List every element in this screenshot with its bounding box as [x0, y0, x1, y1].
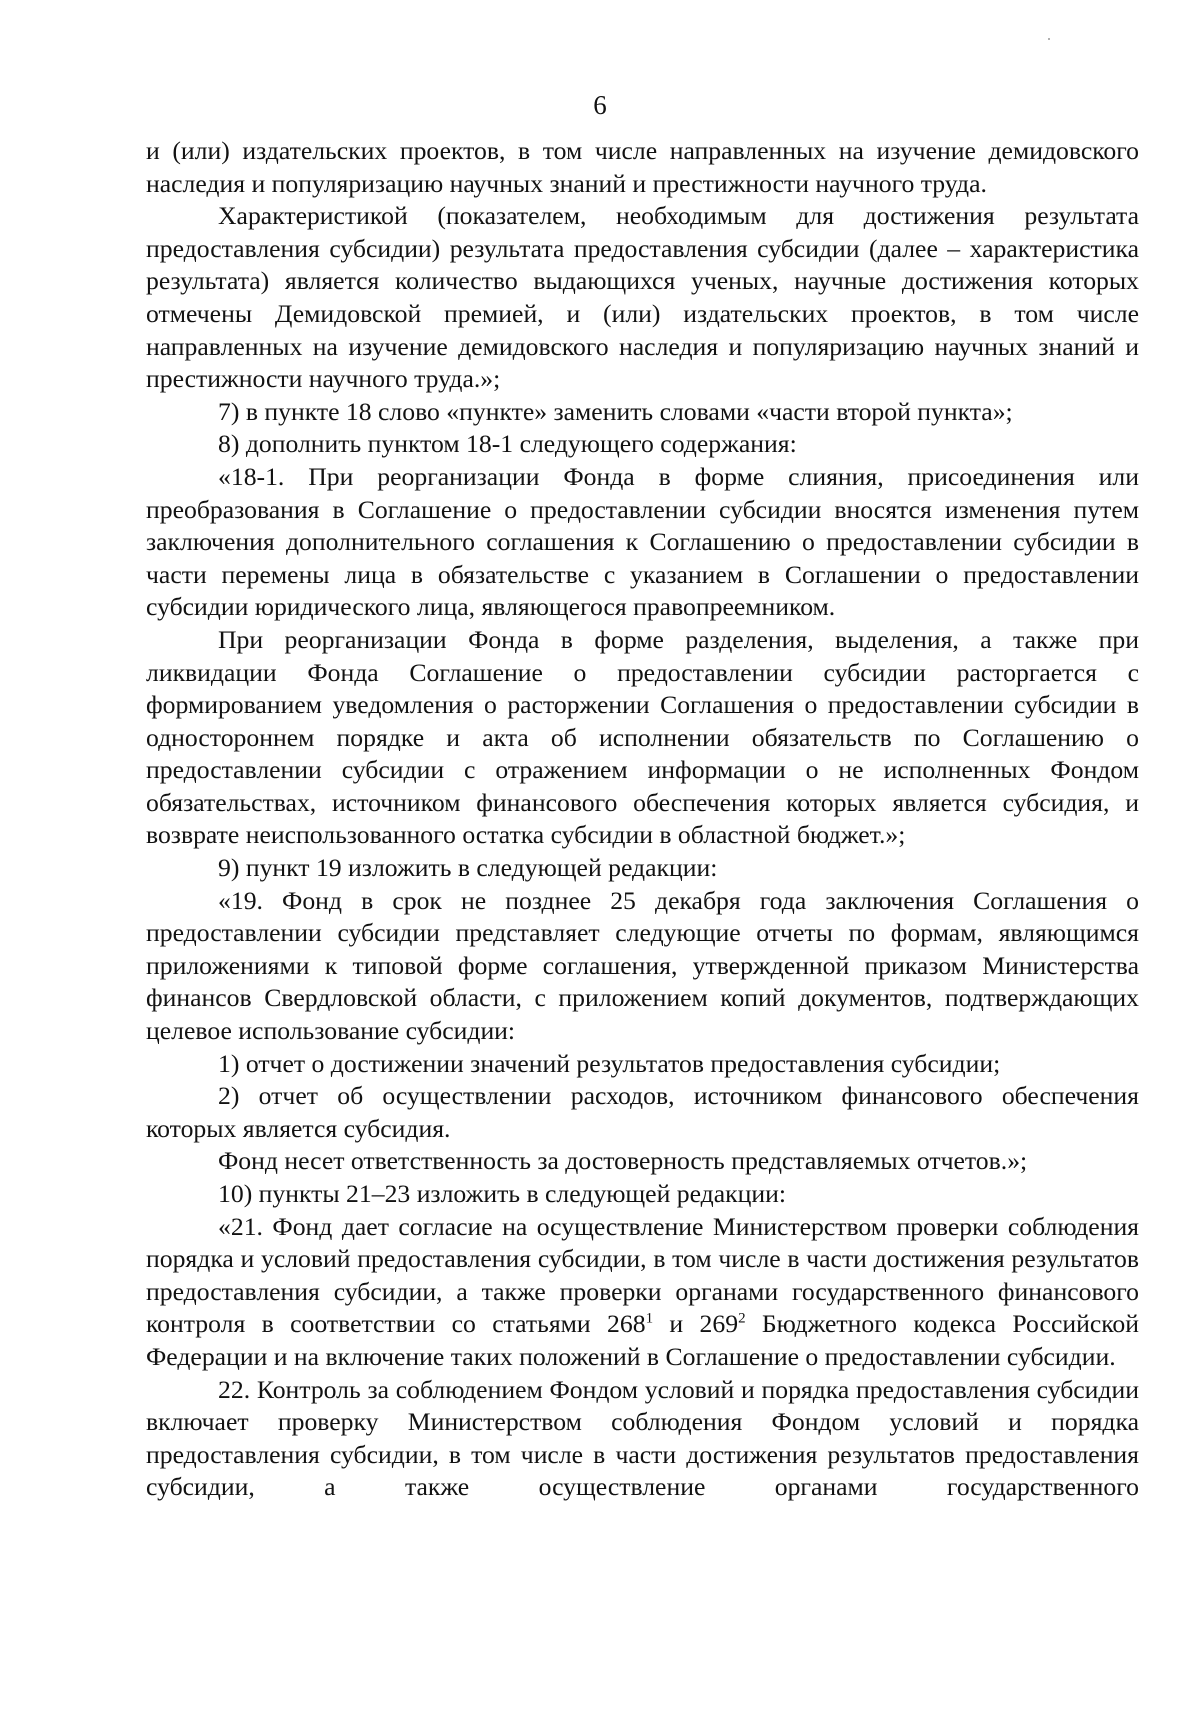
paragraph-item-8: 8) дополнить пунктом 18-1 следующего содержания: [218, 429, 797, 459]
document-body [146, 135, 1139, 1504]
clause-21-text-b: и 269 [653, 1309, 739, 1339]
paragraph-clause-19: «19. Фонд в срок не позднее 25 декабря года заключения Соглашения о предоставлении субсидии представляет следующие отчеты по формам, являющимся приложениями к типовой форме соглашения, утвержденной приказом Министерства финансов Свердловской области, с приложением копий документов, подтверждающих целевое использование субсидии: [146, 885, 1139, 1046]
paragraph-responsibility: Фонд несет ответственность за достоверность представляемых отчетов.»; [218, 1146, 1028, 1176]
paragraph-item-7: 7) в пункте 18 слово «пункте» заменить словами «части второй пункта»; [218, 396, 1013, 426]
paragraph-reorganization: При реорганизации Фонда в форме разделения, выделения, а также при ликвидации Фонда Соглашение о предоставлении субсидии расторгается с формированием уведомления о расторжении Соглашения о предоставлении субсидии в одностороннем порядке и акта об исполнении обязательств по Соглашению о предоставлении субсидии с отражением информации о не исполненных Фондом обязательствах, источником финансового обеспечения которых является субсидия, и возврате неиспользованного остатка субсидии в областной бюджет.»; [146, 624, 1139, 850]
paragraph-clause-22: 22. Контроль за соблюдением Фондом условий и порядка предоставления субсидии включает проверку Министерством соблюдения Фондом условий и порядка предоставления субсидии, в том числе в части достижения результатов предоставления субсидии, а также осуществление органами государственного [146, 1374, 1139, 1502]
page-number: 6 [593, 90, 607, 120]
paragraph-clause-18-1: «18-1. При реорганизации Фонда в форме слияния, присоединения или преобразования в Соглашение о предоставлении субсидии вносятся изменения путем заключения дополнительного соглашения к Соглашению о предоставлении субсидии в части перемены лица в обязательстве с указанием в Соглашении о предоставлении субсидии юридического лица, являющегося правопреемником. [146, 461, 1139, 622]
superscript-2: 2 [738, 1310, 746, 1327]
paragraph-item-9: 9) пункт 19 изложить в следующей редакции: [218, 853, 718, 883]
paragraph-item-10: 10) пункты 21–23 изложить в следующей редакции: [218, 1179, 786, 1208]
paragraph-clause-21 [146, 1211, 1139, 1374]
paragraph-report-2: 2) отчет об осуществлении расходов, источником финансового обеспечения которых является субсидия. [146, 1081, 1139, 1143]
paragraph-report-1: 1) отчет о достижении значений результатов предоставления субсидии; [218, 1048, 1001, 1078]
clause-21-text-a: «21. Фонд дает согласие на осуществление Министерством проверки соблюдения порядка и условий предоставления субсидии, в том числе в части достижения результатов предоставления субсидии, а также проверки органами государственного финансового контроля в соответствии со статьями 268 [146, 1211, 1139, 1339]
paragraph-characteristic: Характеристикой (показателем, необходимым для достижения результата предоставления субсидии) результата предоставления субсидии (далее – характеристика результата) является количество выдающихся ученых, научные достижения которых отмечены Демидовской премией, и (или) издательских проектов, в том числе направленных на изучение демидовского наследия и популяризацию научных знаний и престижности научного труда.»; [146, 201, 1139, 394]
superscript-1: 1 [645, 1310, 654, 1327]
clause-21-text-c: Бюджетного кодекса Российской Федерации и на включение таких положений в Соглашение о предоставлении субсидии. [146, 1309, 1140, 1371]
scan-speck [1048, 38, 1050, 40]
paragraph-continuation: и (или) издательских проектов, в том числе направленных на изучение демидовского наследия и популяризацию научных знаний и престижности научного труда. [146, 136, 1139, 198]
